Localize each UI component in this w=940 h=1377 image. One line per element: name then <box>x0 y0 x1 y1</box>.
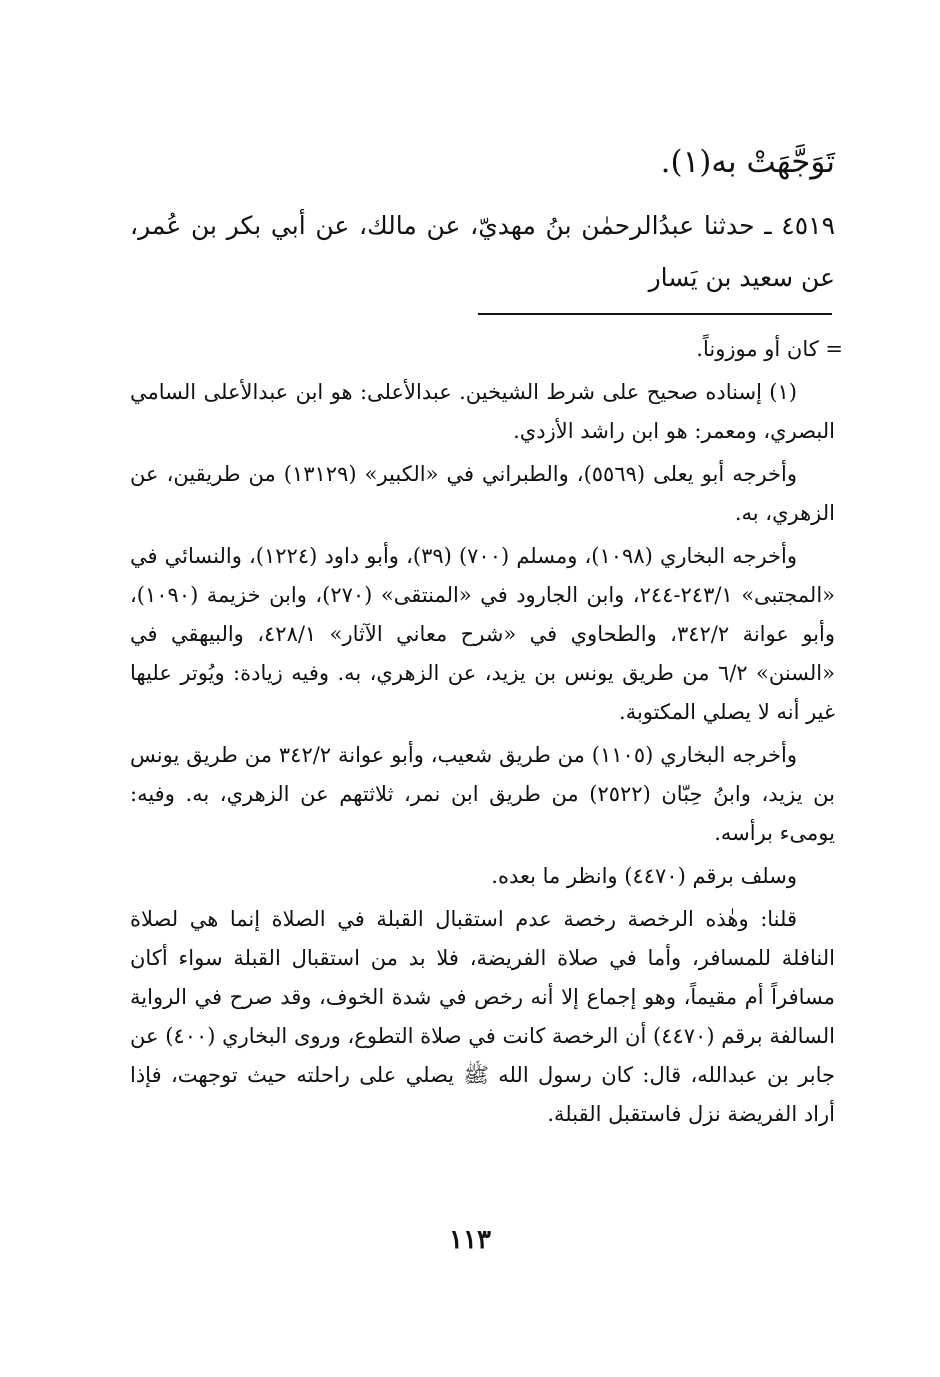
footnotes <box>130 330 843 1138</box>
footnote-1-cross-reference: وسلف برقم (٤٤٧٠) وانظر ما بعده. <box>491 864 797 888</box>
opening-line: تَوَجَّهَتْ به(١). <box>660 144 835 180</box>
footnote-1-isnad: (١) إسناده صحيح على شرط الشيخين. عبدالأعلى: هو ابن عبدالأعلى السامي البصري، ومعمر: هو ابن راشد الأزدي. <box>130 380 835 443</box>
footnote-1-commentary: قلنا: وهٰذه الرخصة رخصة عدم استقبال القبلة في الصلاة إنما هي لصلاة النافلة للمسافر، وأما في صلاة الفريضة، فلا بد من استقبال القبلة سواء أكان مسافراً أم مقيماً، وهو إجماع إلا أنه رخص في شدة الخوف، وقد صرح في الرواية السالفة برقم (٤٤٧٠) أن الرخصة كانت في صلاة التطوع، وروى البخاري (٤٠٠) عن جابر بن عبدالله، قال: كان رسول الله ﷺ يصلي على راحلته حيث توجهت، فإذا أراد الفريضة نزل فاستقبل القبلة. <box>130 907 835 1126</box>
footnote-1-bukhari-muslim: وأخرجه البخاري (١٠٩٨)، ومسلم (٧٠٠) (٣٩)، وأبو داود (١٢٢٤)، والنسائي في «المجتبى» ٢٤٣/١-٢٤٤، وابن الجارود في «المنتقى» (٢٧٠)، وابن خزيمة (١٠٩٠)، وأبو عوانة ٣٤٢/٢، والطحاوي في «شرح معاني الآثار» ٤٢٨/١، والبيهقي في «السنن» ٦/٢ من طريق يونس بن يزيد، عن الزهري، به. وفيه زيادة: ويُوتر عليها غير أنه لا يصلي المكتوبة. <box>130 544 835 724</box>
footnote-1-bukhari-shuayb: وأخرجه البخاري (١١٠٥) من طريق شعيب، وأبو عوانة ٣٤٢/٢ من طريق يونس بن يزيد، وابنُ حِبّان (٢٥٢٢) من طريق ابن نمر، ثلاثتهم عن الزهري، به. وفيه: يومىء برأسه. <box>130 743 835 845</box>
page-number: ١١٣ <box>449 1225 491 1255</box>
footnote-continuation: = كان أو موزوناً. <box>696 337 843 361</box>
footnote-1-abu-yala: وأخرجه أبو يعلى (٥٥٦٩)، والطبراني في «الكبير» (١٣١٢٩) من طريقين، عن الزهري، به. <box>130 462 835 525</box>
footnote-divider <box>478 313 832 315</box>
hadith-4519: ٤٥١٩ ـ حدثنا عبدُالرحمٰن بنُ مهديّ، عن مالك، عن أبي بكر بن عُمر، عن سعيد بن يَسار <box>130 211 835 292</box>
